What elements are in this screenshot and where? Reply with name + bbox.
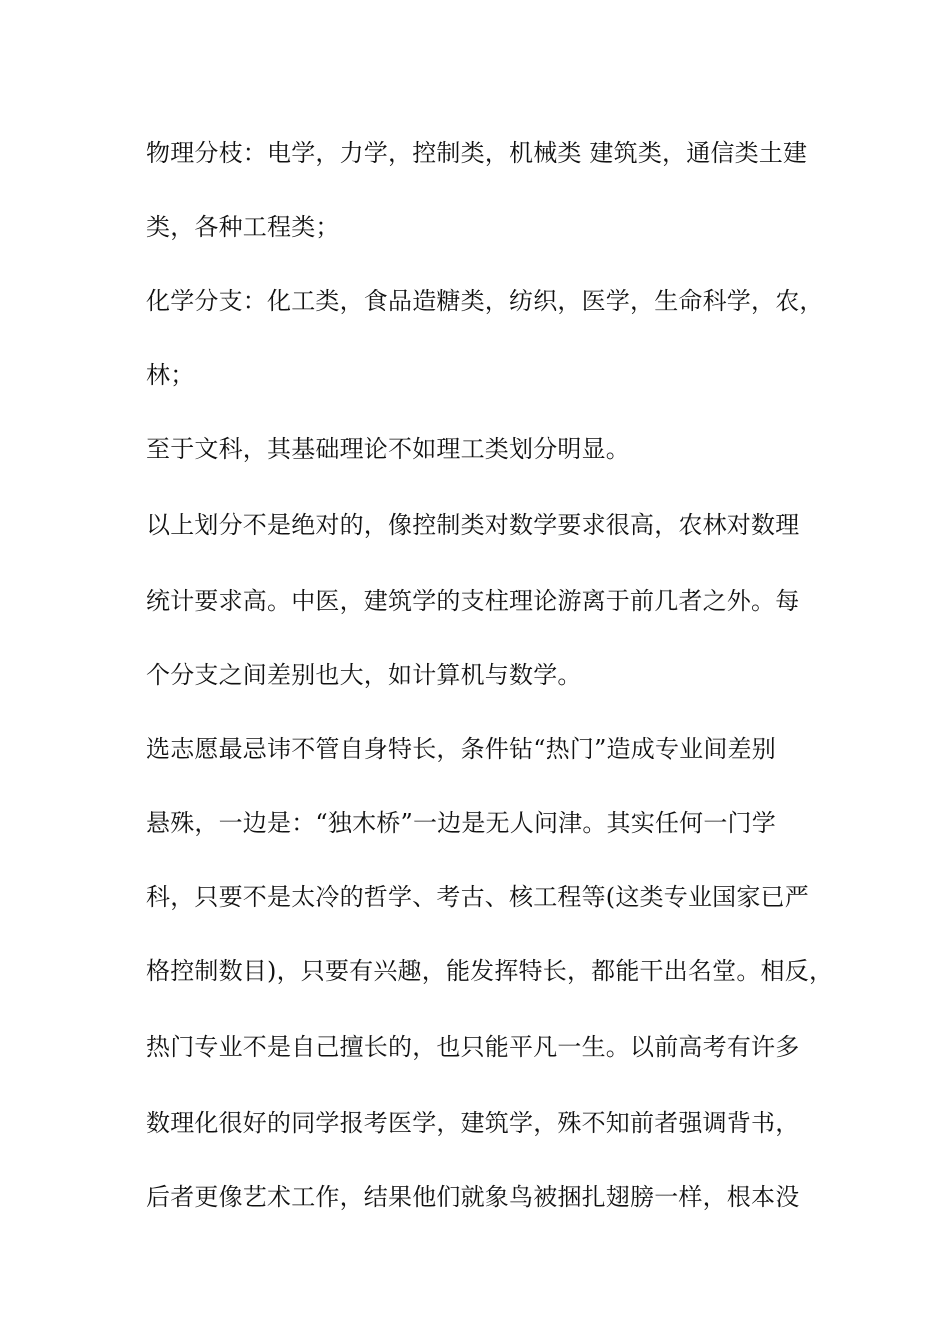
text-line: 后者更像艺术工作，结果他们就象鸟被捆扎翅膀一样，根本没 bbox=[146, 1183, 800, 1211]
text-line: 数理化很好的同学报考医学，建筑学，殊不知前者强调背书， bbox=[146, 1109, 800, 1137]
text-line: 个分支之间差别也大，如计算机与数学。 bbox=[146, 661, 582, 689]
text-line: 至于文科，其基础理论不如理工类划分明显。 bbox=[146, 435, 630, 463]
text-line: 林； bbox=[146, 361, 195, 389]
text-line: 化学分支：化工类，食品造糖类，纺织，医学，生命科学，农， bbox=[146, 287, 824, 315]
text-line: 格控制数目)，只要有兴趣，能发挥特长，都能干出名堂。相反， bbox=[146, 957, 834, 985]
text-line: 类，各种工程类； bbox=[146, 213, 340, 241]
text-line: 统计要求高。中医，建筑学的支柱理论游离于前几者之外。每 bbox=[146, 587, 800, 615]
text-line: 悬殊，一边是：“独木桥”一边是无人问津。其实任何一门学 bbox=[146, 809, 776, 837]
text-line: 以上划分不是绝对的，像控制类对数学要求很高，农林对数理 bbox=[146, 511, 800, 539]
text-line: 科，只要不是太冷的哲学、考古、核工程等(这类专业国家已严 bbox=[146, 883, 809, 911]
text-line: 物理分枝：电学，力学，控制类，机械类 建筑类，通信类土建 bbox=[146, 139, 808, 167]
text-line: 选志愿最忌讳不管自身特长，条件钻“热门”造成专业间差别 bbox=[146, 735, 776, 763]
text-line: 热门专业不是自己擅长的，也只能平凡一生。以前高考有许多 bbox=[146, 1033, 800, 1061]
